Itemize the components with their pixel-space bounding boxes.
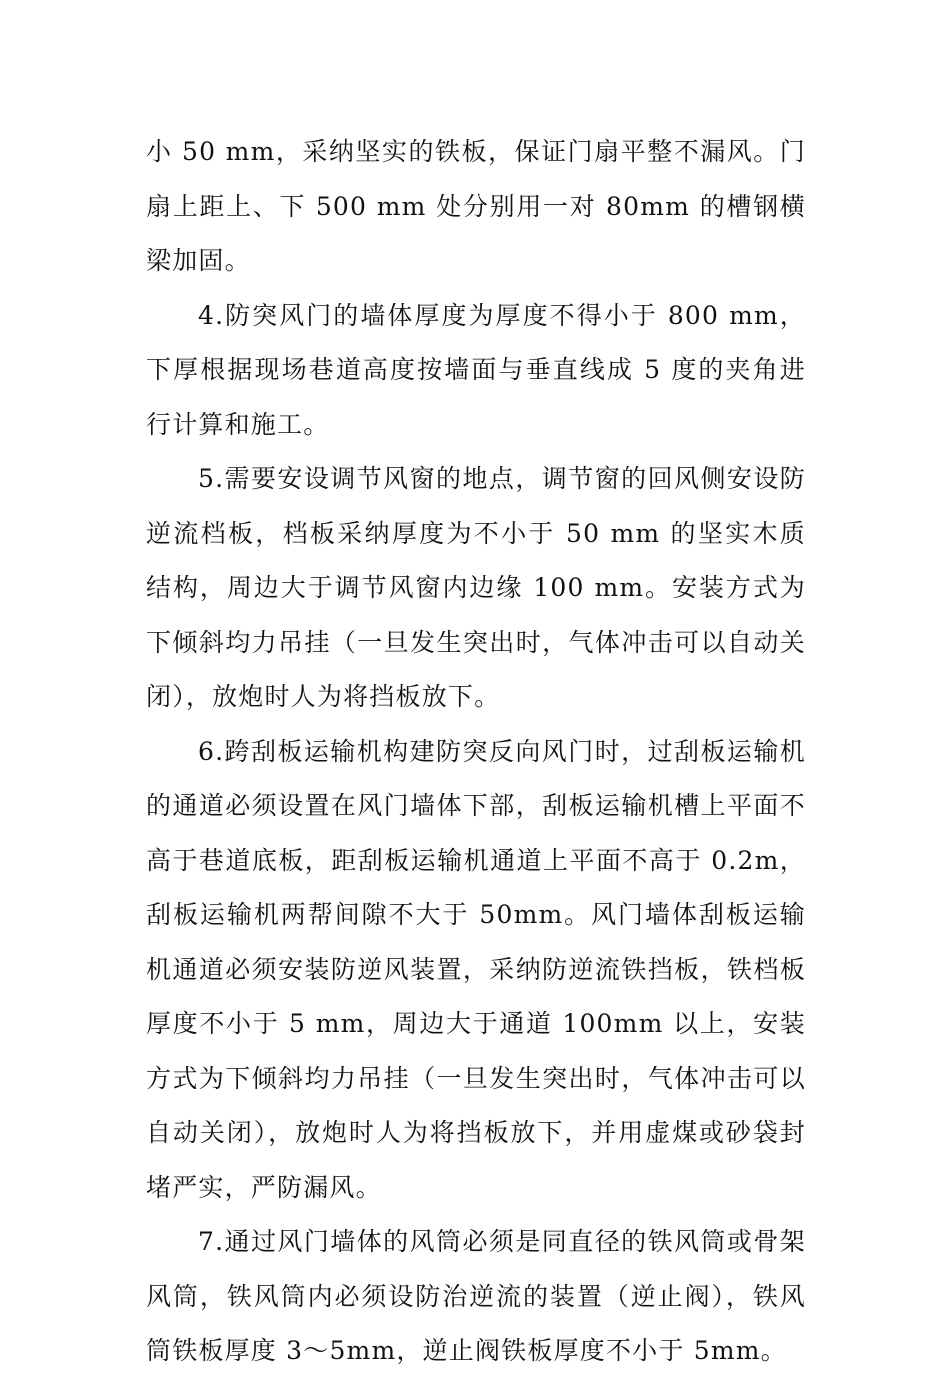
paragraph-item-4: 4.防突风门的墙体厚度为厚度不得小于 800 mm，下厚根据现场巷道高度按墙面与垂直线成 5 度的夹角进行计算和施工。	[146, 300, 806, 439]
paragraph-continuation: 小 50 mm，采纳坚实的铁板，保证门扇平整不漏风。门扇上距上、下 500 mm 处分别用一对 80mm 的槽钢横梁加固。	[146, 137, 806, 275]
paragraph-item-5: 5.需要安设调节风窗的地点，调节窗的回风侧安设防逆流档板，档板采纳厚度为不小于 50 mm 的坚实木质结构，周边大于调节风窗内边缘 100 mm。安装方式为下倾斜均力吊挂（一旦发生突出时，气体冲击可以自动关闭），放炮时人为将挡板放下。	[146, 464, 806, 711]
document-body	[146, 125, 806, 1379]
paragraph-item-6: 6.跨刮板运输机构建防突反向风门时，过刮板运输机的通道必须设置在风门墙体下部，刮板运输机槽上平面不高于巷道底板，距刮板运输机通道上平面不高于 0.2m，刮板运输机两帮间隙不大于 50mm。风门墙体刮板运输机通道必须安装防逆风装置，采纳防逆流铁挡板，铁档板厚度不小于 5 mm，周边大于通道 100mm 以上，安装方式为下倾斜均力吊挂（一旦发生突出时，气体冲击可以自动关闭），放炮时人为将挡板放下，并用虚煤或砂袋封堵严实，严防漏风。	[146, 736, 806, 1202]
paragraph-item-7: 7.通过风门墙体的风筒必须是同直径的铁风筒或骨架风筒，铁风筒内必须设防治逆流的装置（逆止阀），铁风筒铁板厚度 3～5mm，逆止阀铁板厚度不小于 5mm。	[146, 1227, 806, 1365]
